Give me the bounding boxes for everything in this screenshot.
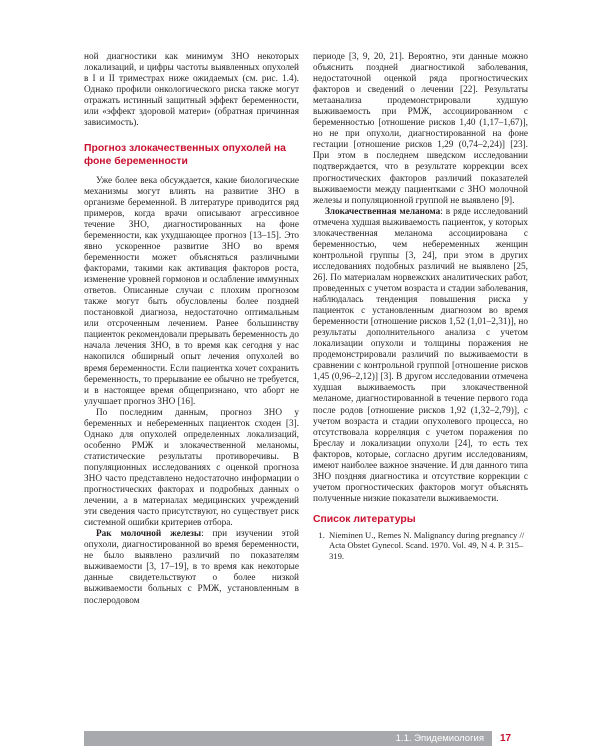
- footer-section-label: 1.1. Эпидемиология: [395, 733, 484, 744]
- left-column: [84, 52, 299, 607]
- melanoma-paragraph: [313, 207, 528, 505]
- footer-bar: [84, 731, 492, 746]
- breast-cancer-lead: Рак молочной железы: [96, 529, 202, 540]
- reference-item: 1. Nieminen U., Remes N. Malignancy during pregnancy // Acta Obstet Gynecol. Scand. 1970. Vol. 49, N 4. P. 315–319.: [327, 530, 528, 561]
- body-paragraph: Уже более века обсуждается, какие биологические механизмы могут влиять на развитие ЗНО в организме беременной. В литературе приводится ряд примеров, когда врачи описывают агрессивное течение ЗНО, диагностированных на фоне беременности, как ухудшающее прогноз [13–15]. Это явно ускоренное развитие ЗНО во время беременности может объясняться различными факторами, такими как активация факторов роста, изменение уровней гормонов и ослабление иммунных ответов. Описанные случаи с плохим прогнозом также могут быть обусловлены более поздней постановкой диагноза, недостаточно оптимальным или отсроченным лечением. Ранее большинству пациенток рекомендовали прерывать беременность до начала лечения ЗНО, в то время как сегодня у нас накопился обширный опыт лечения опухолей во время беременности. Если пациентка хочет сохранить беременность, то прерывание ее обычно не требуется, и в настоящее время общепризнано, что аборт не улучшает прогноз ЗНО [16].: [84, 175, 299, 407]
- body-paragraph: По последним данным, прогноз ЗНО у беременных и небеременных пациенток сходен [3]. Однако для опухолей определенных локализаций, особенно РМЖ и злокачественной меланомы, статистические результаты противоречивы. В популяционных исследованиях с оценкой прогноза ЗНО часто представлено недостаточно информации о прогностических факторах и подробных данных о лечении, а в материалах медицинских учреждений эти сведения часто присутствуют, но существует риск системной ошибки критериев отбора.: [84, 407, 299, 529]
- page-number: 17: [500, 733, 512, 744]
- references-list: [313, 530, 528, 561]
- right-column: [313, 52, 528, 561]
- section-heading: Прогноз злокачественных опухолей на фоне беременности: [84, 143, 286, 167]
- references-heading: Список литературы: [313, 513, 416, 525]
- intro-paragraph: ной диагностики как минимум ЗНО некоторых локализаций, и цифры частоты выявленных опухолей в I и II триместрах ниже ожидаемых (см. рис. 1.4). Однако профили онкологического риска также могут отражать истинный защитный эффект беременности, или «эффект здоровой матери» (обратная причинная зависимость).: [84, 52, 299, 129]
- melanoma-text: : в ряде исследований отмечена худшая выживаемость пациенток, у которых злокачественная меланома ассоциирована с беременностью, чем небеременных женщин контрольной группы [3, 24], при этом в других исследованиях подобных различий не выявлено [25, 26]. По материалам норвежских аналитических работ, проведенных с учетом возраста и стадии заболевания, наблюдалась тенденция повышения риска у пациенток с установленным диагнозом во время беременности [отношение рисков 1,52 (1,01–2,31)], но результаты дополнительного анализа с учетом локализации опухоли и толщины поражения не продемонстрировали различий по выживаемости в сравнении с контрольной группой [отношение рисков 1,45 (0,96–2,12)] [3]. В другом исследовании отмечена худшая выживаемость при злокачественной меланоме, диагностированной в течение первого года после родов [отношение рисков 1,92 (1,32–2,79)], с учетом возраста и стадии опухолевого процесса, но отсутствовала корреляция с учетом поражения по Бреслау и локализации опухоли [24], то есть тех факторов, которые, согласно другим исследованиям, имеют наиболее важное значение. И для данного типа ЗНО поздняя диагностика и отсутствие коррекции с учетом прогностических факторов могут объяснять полученные низкие показатели выживаемости.: [313, 206, 528, 504]
- continuation-paragraph: периоде [3, 9, 20, 21]. Вероятно, эти данные можно объяснить поздней диагностикой заболевания, недостаточной оценкой ряда прогностических факторов и сведений о лечении [22]. Результаты метаанализа продемонстрировали худшую выживаемость при РМЖ, ассоциированном с беременностью [отношение рисков 1,40 (1,17–1,67)], но не при опухоли, диагностированной на фоне гестации [отношение рисков 1,29 (0,74–2,24)] [23]. При этом в последнем шведском исследовании подтверждается, что в результате коррекции всех прогностических факторов различий показателей выживаемости между пациентками с ЗНО молочной железы и популяционной группой не выявлено [9].: [313, 52, 528, 206]
- melanoma-lead: Злокачественная меланома: [325, 206, 441, 217]
- breast-cancer-text: : при изучении этой опухоли, диагностированной во время беременности, не было выявлено различий по показателям выживаемости [3, 17–19], в то время как некоторые данные свидетельствуют о более низкой выживаемости больных с РМЖ, установленным в послеродовом: [84, 529, 299, 606]
- breast-cancer-paragraph: [84, 529, 299, 606]
